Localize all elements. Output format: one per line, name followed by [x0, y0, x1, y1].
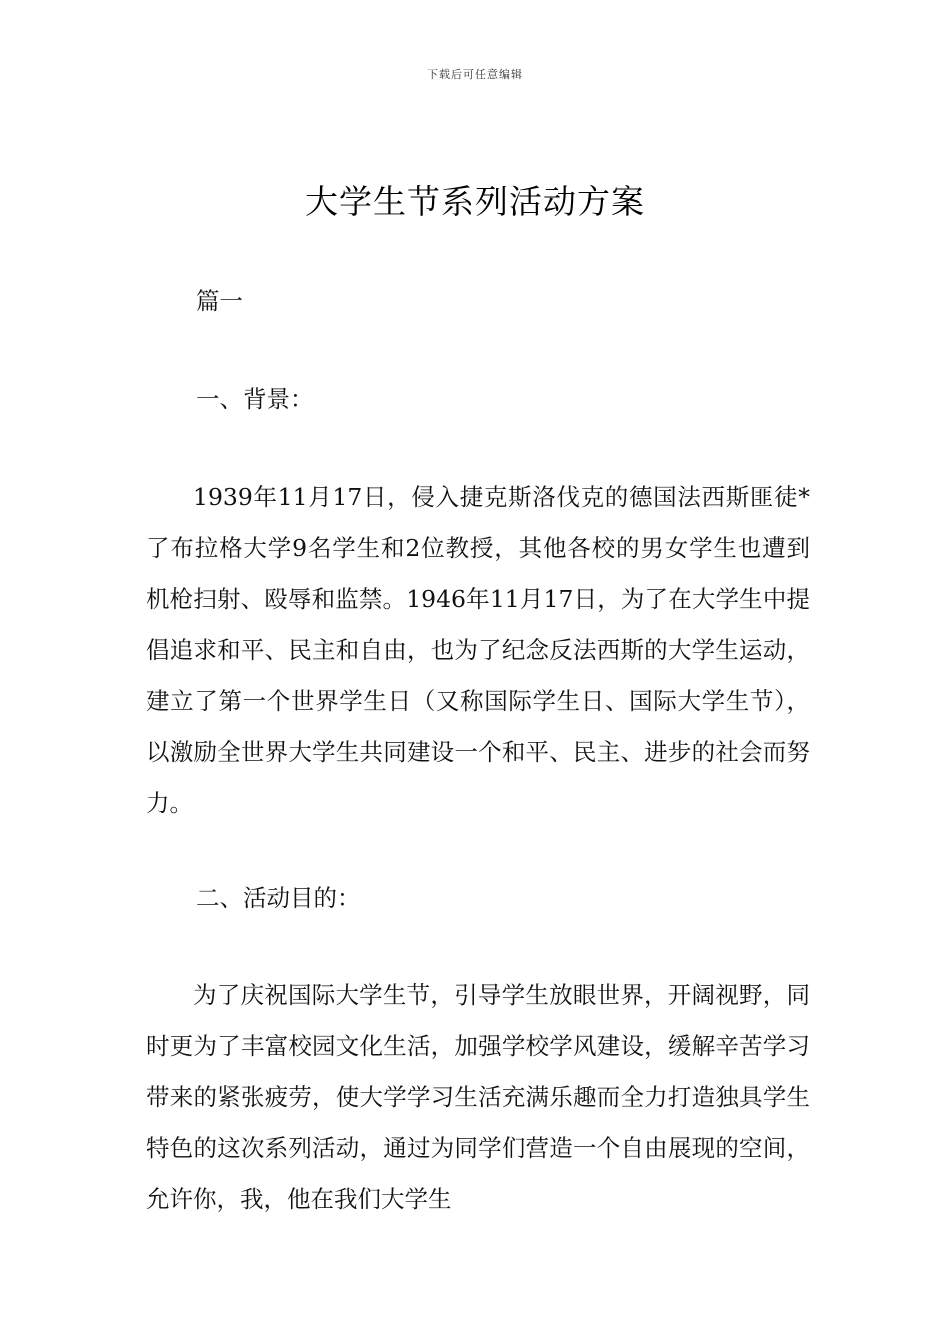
header-note: 下载后可任意编辑: [427, 68, 523, 81]
document-title: 大学生节系列活动方案: [305, 182, 645, 221]
section-label: 篇一: [196, 287, 243, 315]
paragraph-background: 1939年11月17日，侵入捷克斯洛伐克的德国法西斯匪徒*了布拉格大学9名学生和2位教授，其他各校的男女学生也遭到机枪扫射、殴辱和监禁。1946年11月17日，为了在大学生中提倡追求和平、民主和自由，也为了纪念反法西斯的大学生运动，建立了第一个世界学生日（又称国际学生日、国际大学生节），以激励全世界大学生共同建设一个和平、民主、进步的社会而努力。: [146, 483, 810, 817]
paragraph-purpose: 为了庆祝国际大学生节，引导学生放眼世界，开阔视野，同时更为了丰富校园文化生活，加强学校学风建设，缓解辛苦学习带来的紧张疲劳，使大学学习生活充满乐趣而全力打造独具学生特色的这次系列活动，通过为同学们营造一个自由展现的空间，允许你，我，他在我们大学生: [146, 981, 810, 1213]
section-heading-purpose: 二、活动目的：: [196, 884, 361, 912]
section-heading-background: 一、背景：: [196, 385, 314, 413]
